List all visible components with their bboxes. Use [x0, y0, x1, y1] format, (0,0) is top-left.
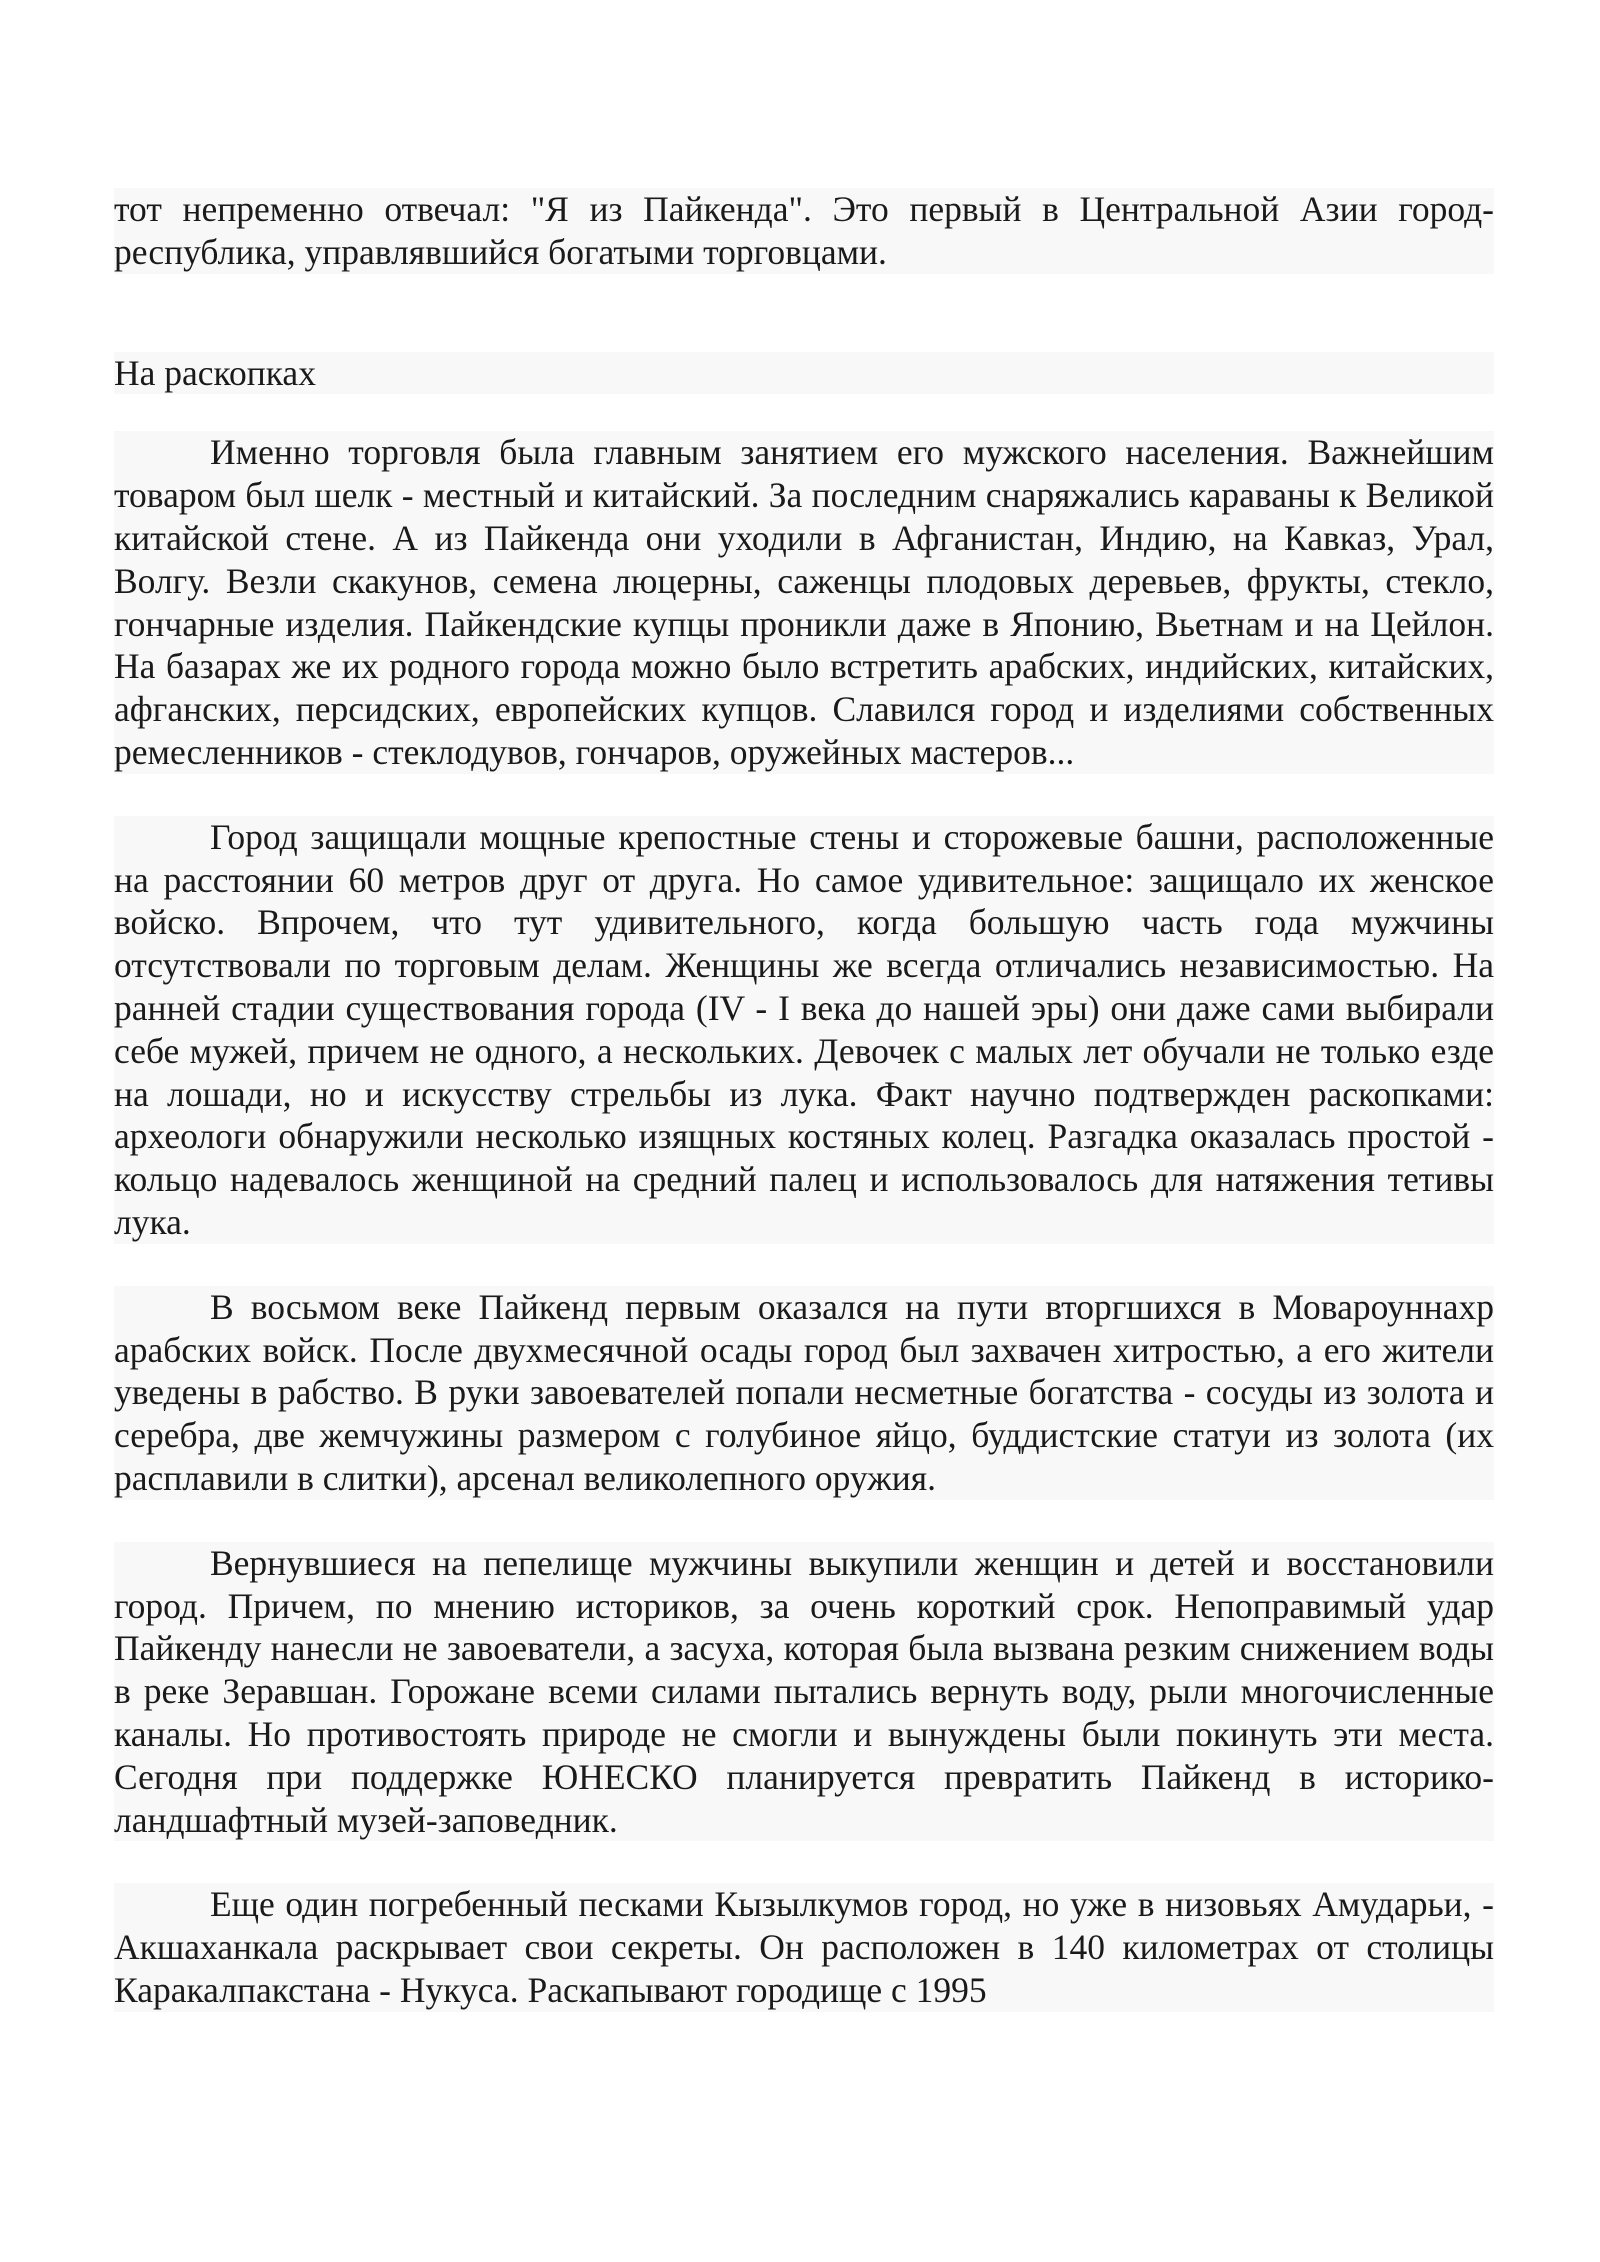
paragraph-trade: Именно торговля была главным занятием его мужского населения. Важнейшим товаром был шелк - местный и китайский. За последним снаряжались караваны к Великой китайской стене. А из Пайкенда они уходили в Афганистан, Индию, на Кавказ, Урал, Волгу. Везли скакунов, семена люцерны, саженцы плодовых деревьев, фрукты, стекло, гончарные изделия. Пайкендские купцы проникли даже в Японию, Вьетнам и на Цейлон. На базарах же их родного города можно было встретить арабских, индийских, китайских, афганских, персидских, европейских купцов. Славился город и изделиями собственных ремесленников - стеклодувов, гончаров, оружейных мастеров... — [114, 432, 1494, 772]
section-heading: На раскопках — [114, 352, 1494, 395]
paragraph-continuation: тот непременно отвечал: "Я из Пайкенда". Это первый в Центральной Азии город-республика, управлявшийся богатыми торговцами. — [114, 189, 1494, 272]
paragraph-arab-conquest: В восьмом веке Пайкенд первым оказался на пути вторгшихся в Мовароуннахр арабских войск. После двухмесячной осады город был захвачен хитростью, а его жители уведены в рабство. В руки завоевателей попали несметные богатства - сосуды из золота и серебра, две жемчужины размером с голубиное яйцо, буддистские статуи из золота (их расплавили в слитки), арсенал великолепного оружия. — [114, 1286, 1494, 1498]
paragraph-defense: Город защищали мощные крепостные стены и сторожевые башни, расположенные на расстоянии 60 метров друг от друга. Но самое удивительное: защищало их женское войско. Впрочем, что тут удивительного, когда большую часть года мужчины отсутствовали по торговым делам. Женщины же всегда отличались независимостью. На ранней стадии существования города (IV - I века до нашей эры) они даже сами выбирали себе мужей, причем не одного, а нескольких. Девочек с малых лет обучали не только езде на лошади, но и искусству стрельбы из лука. Факт научно подтвержден раскопками: археологи обнаружили несколько изящных костяных колец. Разгадка оказалась простой - кольцо надевалось женщиной на средний палец и использовалось для натяжения тетивы лука. — [114, 816, 1494, 1242]
document-body — [114, 188, 1494, 2012]
paragraph-restoration: Вернувшиеся на пепелище мужчины выкупили женщин и детей и восстановили город. Причем, по мнению историков, за очень короткий срок. Непоправимый удар Пайкенду нанесли не завоеватели, а засуха, которая была вызвана резким снижением воды в реке Зеравшан. Горожане всеми силами пытались вернуть воду, рыли многочисленные каналы. Но противостоять природе не смогли и вынуждены были покинуть эти места. Сегодня при поддержке ЮНЕСКО планируется превратить Пайкенд в историко-ландшафтный музей-заповедник. — [114, 1542, 1494, 1840]
paragraph-akshakhankala: Еще один погребенный песками Кызылкумов город, но уже в низовьях Амударьи, - Акшаханкала раскрывает свои секреты. Он расположен в 140 километрах от столицы Каракалпакстана - Нукуса. Раскапывают городище с 1995 — [114, 1884, 1494, 2010]
